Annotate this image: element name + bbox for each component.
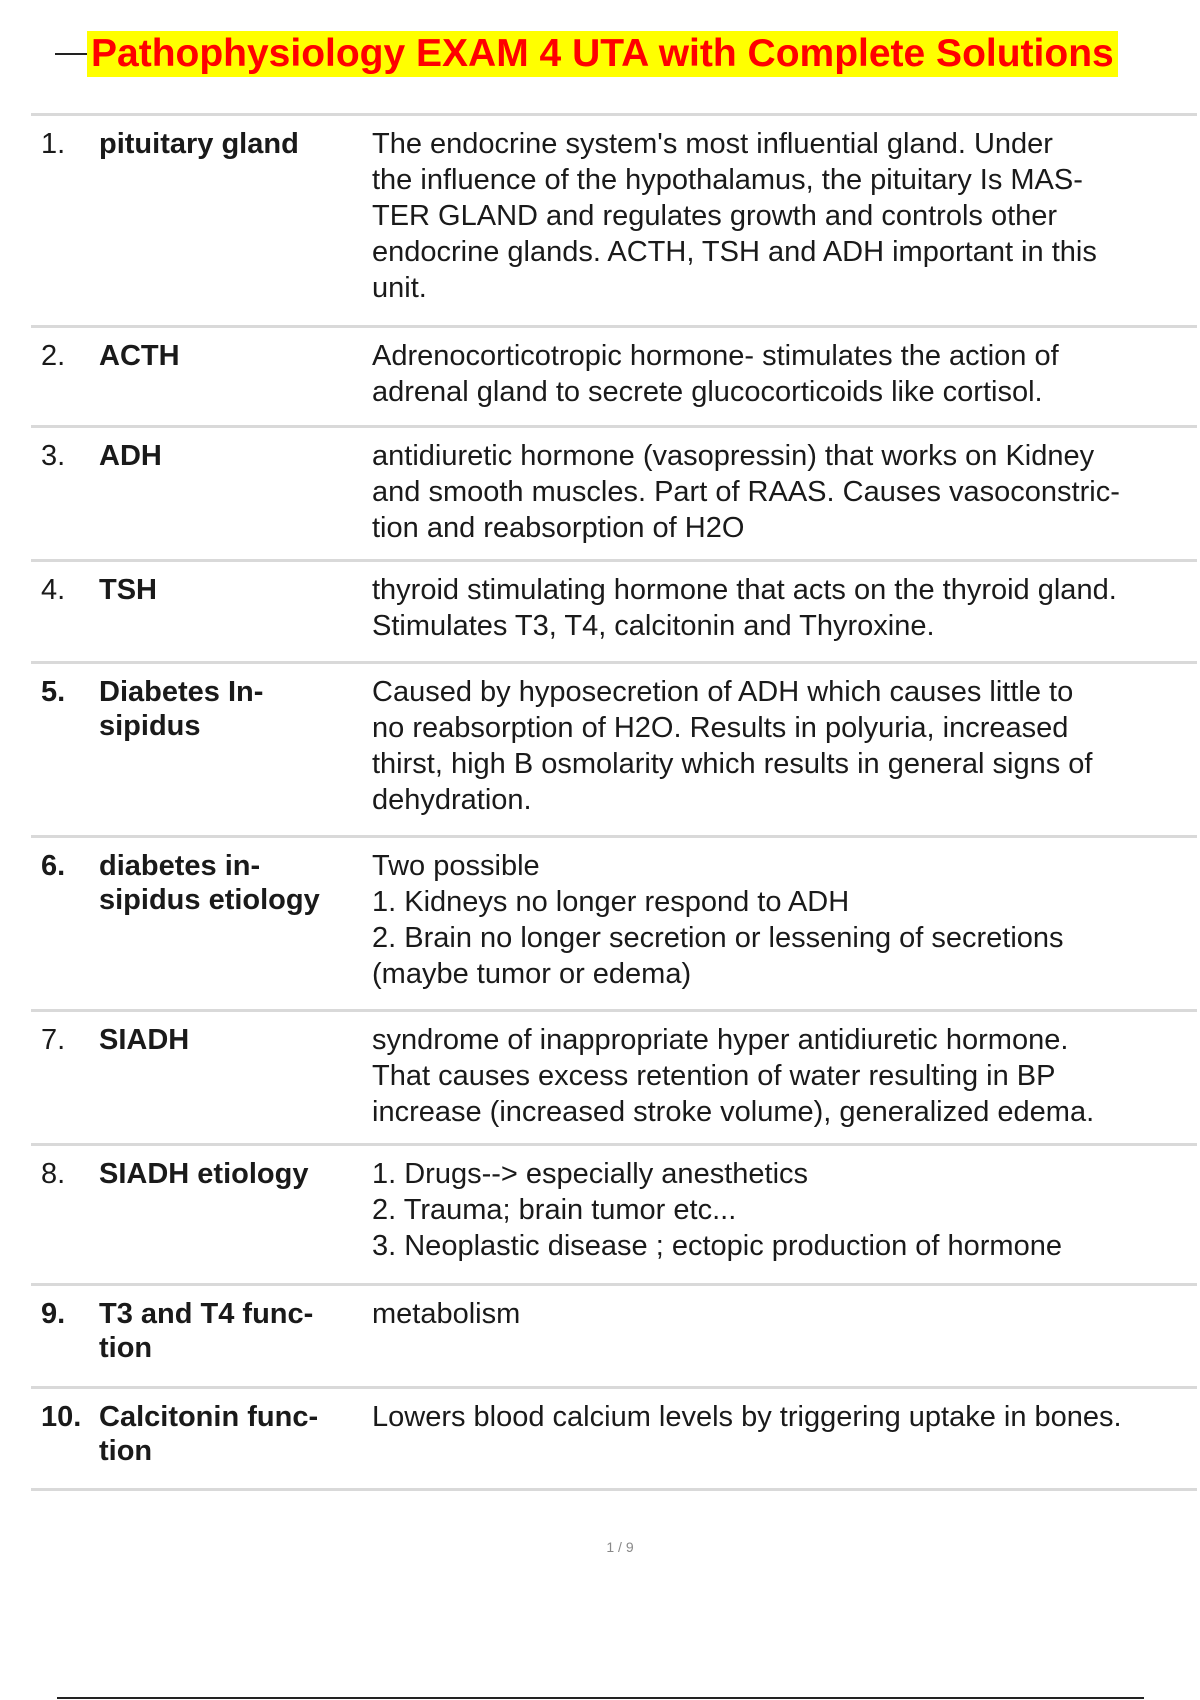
card-term: T3 and T4 func- tion [99, 1298, 314, 1364]
card-term: TSH [99, 574, 157, 606]
card-term: SIADH [99, 1024, 190, 1056]
card-number: 7. [41, 1024, 66, 1056]
flashcard-row [31, 562, 1197, 664]
card-term: ADH [99, 440, 162, 472]
card-number: 3. [41, 440, 66, 472]
card-term: pituitary gland [99, 128, 299, 160]
card-definition: Lowers blood calcium levels by triggering uptake in bones. [372, 1401, 1122, 1433]
flashcard-row [31, 1012, 1197, 1146]
flashcard-list [31, 113, 1197, 1491]
card-number: 1. [41, 128, 66, 160]
card-definition: syndrome of inappropriate hyper antidiuretic hormone. That causes excess retention of water resulting in BP increase (increased stroke volume), generalized edema. [372, 1024, 1095, 1128]
flashcard-row [31, 838, 1197, 1012]
bottom-rule [57, 1697, 1144, 1699]
flashcard-row [31, 1146, 1197, 1286]
card-number: 5. [41, 676, 66, 708]
card-term: Diabetes In- sipidus [99, 676, 264, 742]
flashcard-row [31, 1389, 1197, 1491]
card-definition: metabolism [372, 1298, 521, 1330]
card-definition: Adrenocorticotropic hormone- stimulates the action of adrenal gland to secrete glucocorticoids like cortisol. [372, 340, 1059, 408]
card-definition: thyroid stimulating hormone that acts on the thyroid gland. Stimulates T3, T4, calcitonin and Thyroxine. [372, 574, 1117, 642]
card-term: Calcitonin func- tion [99, 1401, 319, 1467]
page-indicator: 1 / 9 [606, 1539, 634, 1555]
title-dash [55, 53, 87, 55]
card-number: 2. [41, 340, 66, 372]
card-number: 4. [41, 574, 66, 606]
card-term: SIADH etiology [99, 1158, 309, 1190]
flashcard-row [31, 116, 1197, 328]
card-term: diabetes in- sipidus etiology [99, 850, 320, 916]
card-number: 10. [41, 1401, 82, 1433]
card-definition: Two possible 1. Kidneys no longer respond to ADH 2. Brain no longer secretion or lessening of secretions (maybe tumor or edema) [372, 850, 1064, 990]
page-title: Pathophysiology EXAM 4 UTA with Complete Solutions [87, 31, 1118, 77]
card-definition: The endocrine system's most influential gland. Under the influence of the hypothalamus, the pituitary Is MAS- TER GLAND and regulates growth and controls other endocrine glands. ACTH, TSH and ADH important in this unit. [372, 128, 1097, 304]
card-definition: antidiuretic hormone (vasopressin) that works on Kidney and smooth muscles. Part of RAAS. Causes vasoconstric- tion and reabsorption of H2O [372, 440, 1120, 544]
flashcard-row [31, 1286, 1197, 1389]
card-number: 8. [41, 1158, 66, 1190]
card-term: ACTH [99, 340, 180, 372]
card-definition: Caused by hyposecretion of ADH which causes little to no reabsorption of H2O. Results in polyuria, increased thirst, high B osmolarity which results in general signs of dehydration. [372, 676, 1093, 816]
card-definition: 1. Drugs--> especially anesthetics 2. Trauma; brain tumor etc... 3. Neoplastic disease ; ectopic production of hormone [372, 1158, 1062, 1262]
flashcard-row [31, 328, 1197, 428]
flashcard-row [31, 664, 1197, 838]
card-number: 9. [41, 1298, 66, 1330]
flashcard-row [31, 428, 1197, 562]
title-block [55, 30, 1118, 78]
card-number: 6. [41, 850, 66, 882]
